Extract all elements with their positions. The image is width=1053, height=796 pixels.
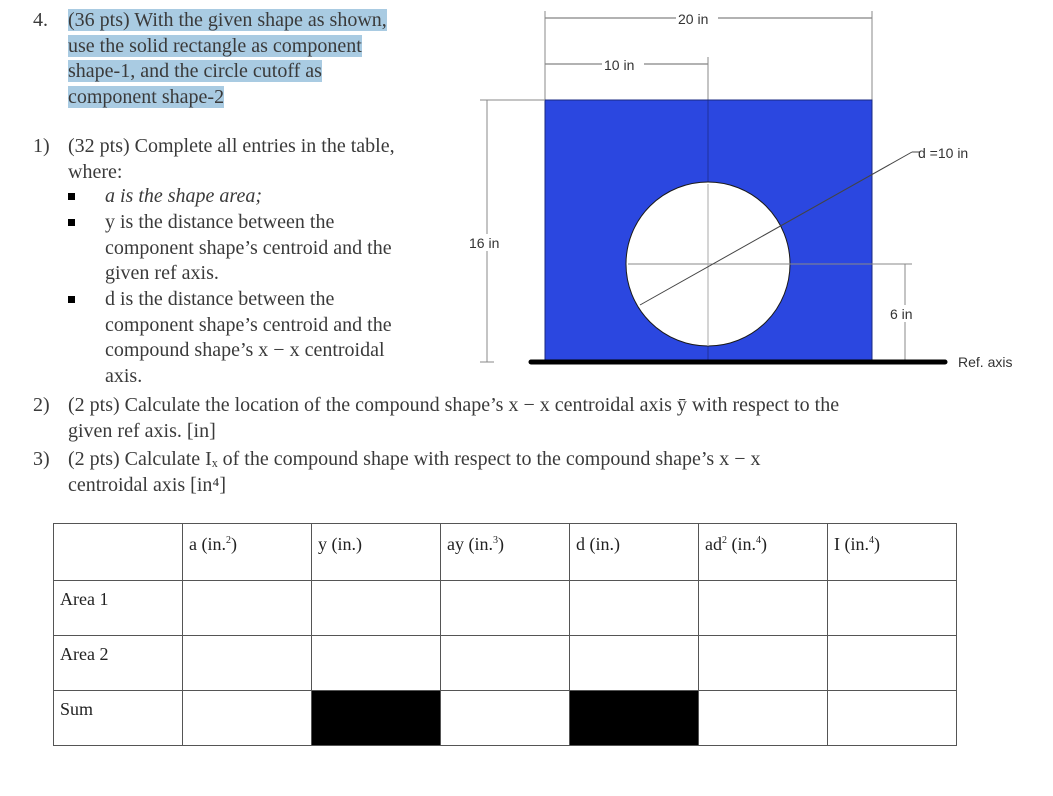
table-header-cell: d (in.) — [570, 524, 699, 581]
table-cell[interactable] — [570, 581, 699, 636]
table-row — [54, 691, 957, 746]
part2-line: given ref axis. [in] — [68, 419, 216, 442]
row-label-sum: Sum — [54, 691, 183, 746]
table-cell[interactable] — [699, 636, 828, 691]
intro-line-1: (36 pts) With the given shape as shown, — [68, 9, 387, 31]
table-row — [54, 581, 957, 636]
intro-line-3: shape-1, and the circle cutoff as — [68, 60, 322, 82]
table-cell[interactable] — [699, 581, 828, 636]
part3-text — [68, 447, 1028, 498]
bullet-3-line: d is the distance between the — [105, 288, 335, 310]
entries-table — [53, 523, 957, 746]
part3-number: 3) — [33, 448, 50, 470]
table-cell[interactable] — [699, 691, 828, 746]
row-label-area1: Area 1 — [54, 581, 183, 636]
intro-line-4: component shape-2 — [68, 85, 225, 108]
part1-line: where: — [68, 160, 123, 183]
dim-width-label: 20 in — [678, 11, 709, 27]
bullet-2-line: component shape’s centroid and the — [105, 236, 392, 259]
dim-center-label: 6 in — [890, 306, 913, 322]
table-cell[interactable] — [183, 691, 312, 746]
table-header-cell: ay (in.$^3$) — [441, 524, 570, 581]
part2-text — [68, 393, 1028, 444]
table-header-cell: y (in.) — [312, 524, 441, 581]
part1-line: (32 pts) Complete all entries in the table, — [68, 135, 395, 157]
part1-number: 1) — [33, 135, 50, 157]
table-cell[interactable] — [312, 636, 441, 691]
table-header-row — [54, 524, 957, 581]
table-cell[interactable] — [828, 691, 957, 746]
table-header-cell: a (in.$^2$) — [183, 524, 312, 581]
intro-line-2: use the solid rectangle as component — [68, 34, 362, 57]
table-header-cell: $ad^2$ (in.$^4$) — [699, 524, 828, 581]
bullet-2-line: y is the distance between the — [105, 211, 335, 233]
part2-number: 2) — [33, 394, 50, 416]
bullet-2-line: given ref axis. — [105, 262, 219, 284]
table-cell-blacked — [570, 691, 699, 746]
table-cell[interactable] — [183, 636, 312, 691]
table-cell[interactable] — [312, 581, 441, 636]
dim-diameter-label: d =10 in — [918, 145, 969, 161]
dim-half-label: 10 in — [604, 57, 635, 73]
row-label-area2: Area 2 — [54, 636, 183, 691]
table-cell[interactable] — [441, 581, 570, 636]
table-cell[interactable] — [441, 636, 570, 691]
part2-line: (2 pts) Calculate the location of the compound shape’s x − x centroidal axis ȳ with respect to the — [68, 394, 840, 416]
part3-line: (2 pts) Calculate Iₓ of the compound shape with respect to the compound shape’s x − x — [68, 448, 761, 470]
question-number-text: 4. — [33, 9, 48, 31]
table-row — [54, 636, 957, 691]
ref-axis-label: Ref. axis — [958, 354, 1013, 370]
table-cell[interactable] — [828, 581, 957, 636]
table-cell[interactable] — [183, 581, 312, 636]
dim-height-label: 16 in — [469, 235, 500, 251]
bullet-3-line: axis. — [105, 364, 143, 387]
table-cell[interactable] — [828, 636, 957, 691]
bullet-1-line: a is the shape area; — [105, 185, 263, 207]
table-cell[interactable] — [441, 691, 570, 746]
table-header-cell: I (in.$^4$) — [828, 524, 957, 581]
bullet-3-line: component shape’s centroid and the — [105, 313, 392, 336]
table-cell[interactable] — [570, 636, 699, 691]
table-cell-blacked — [312, 691, 441, 746]
table-header-cell — [54, 524, 183, 581]
bullet-3-line: compound shape’s x − x centroidal — [105, 339, 385, 361]
part3-line: centroidal axis [in⁴] — [68, 473, 227, 496]
